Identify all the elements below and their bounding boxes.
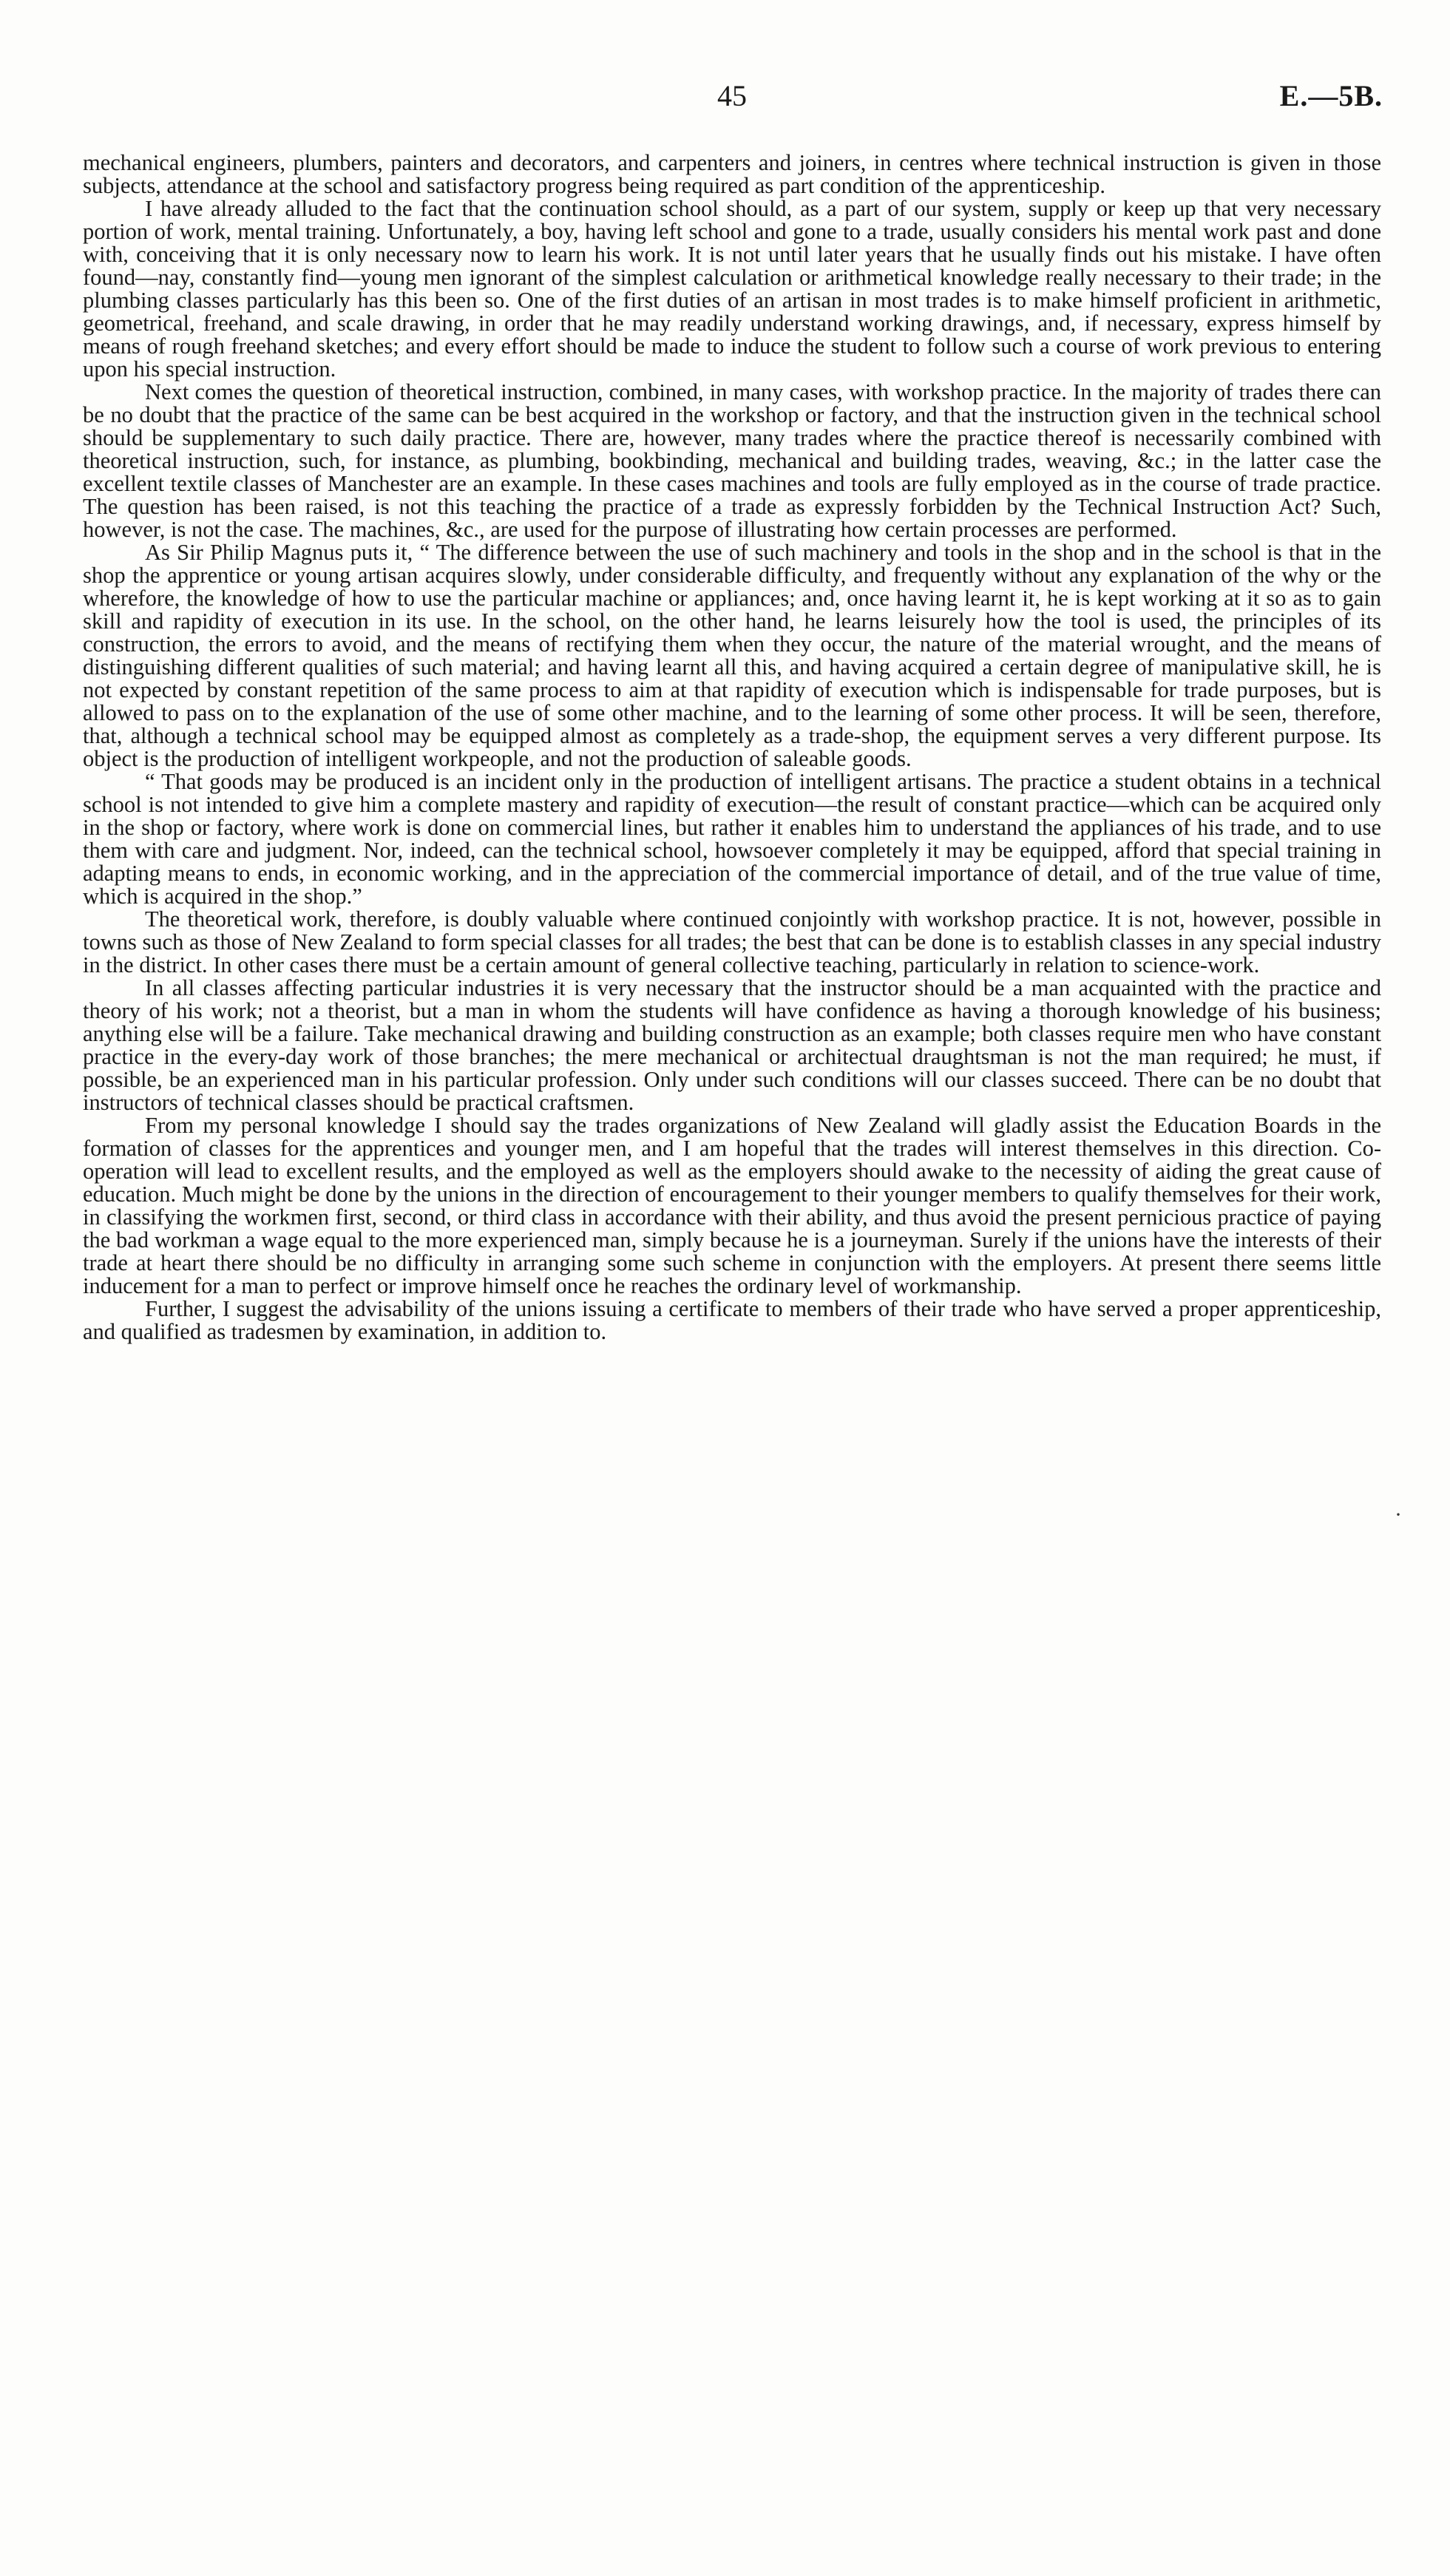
paragraph-mental-training: I have already alluded to the fact that the continuation school should, as a part of our system, supply or keep up that very necessary portion of work, mental training. Unfortunately, a boy, having left school and gone to a trade, usually considers his mental work past and done with, conceiving that it is only necessary now to learn his work. It is not until later years that he usually finds out his mistake. I have often found—nay, constantly find—young men ignorant of the simplest calculation or arithmetical knowledge really necessary to their trade; in the plumbing classes particularly has this been so. One of the first duties of an artisan in most trades is to make himself proficient in arithmetic, geometrical, freehand, and scale drawing, in order that he may readily understand working drawings, and, if necessary, express himself by means of rough freehand sketches; and every effort should be made to induce the student to follow such a course of work previous to entering upon his special instruction. [83, 196, 1381, 382]
paragraph-magnus-quote: As Sir Philip Magnus puts it, “ The difference between the use of such machinery and tools in the shop and in the school is that in the shop the apprentice or young artisan acquires slowly, under considerable difficulty, and frequently without any explanation of the why or the wherefore, the knowledge of how to use the particular machine or appliances; and, once having learnt it, he is kept working at it so as to gain skill and rapidity of execution in its use. In the school, on the other hand, he learns leisurely how the tool is used, the principles of its construction, the errors to avoid, and the means of rectifying them when they occur, the nature of the material wrought, and the means of distinguishing different qualities of such material; and having learnt all this, and having acquired a certain degree of manipulative skill, he is not expected by constant repetition of the same process to aim at that rapidity of execution which is indispensable for trade purposes, but is allowed to pass on to the explanation of the use of some other machine, and to the learning of some other process. It will be seen, therefore, that, although a technical school may be equipped almost as completely as a trade-shop, the equipment serves a very different purpose. Its object is the production of intelligent workpeople, and not the production of saleable goods. [83, 540, 1381, 771]
paragraph-theoretical-work: The theoretical work, therefore, is doubly valuable where continued conjointly with workshop practice. It is not, however, possible in towns such as those of New Zealand to form special classes for all trades; the best that can be done is to establish classes in any special industry in the district. In other cases there must be a certain amount of general collective teaching, particularly in relation to science-work. [83, 906, 1381, 977]
paragraph-certificate: Further, I suggest the advisability of the unions issuing a certificate to members of their trade who have served a proper apprenticeship, and qualified as tradesmen by examination, in addition to. [83, 1296, 1381, 1344]
paragraph-instructors: In all classes affecting particular industries it is very necessary that the instructor should be a man acquainted with the practice and theory of his work; not a theorist, but a man in whom the students will have confidence as having a thorough knowledge of his business; anything else will be a failure. Take mechanical drawing and building construction as an example; both classes require men who have constant practice in the every-day work of those branches; the mere mechanical or architectual draughtsman is not the man required; he must, if possible, be an experienced man in his particular profession. Only under such conditions will our classes succeed. There can be no doubt that instructors of technical classes should be practical craftsmen. [83, 975, 1381, 1115]
document-reference: E.—5B. [1279, 79, 1383, 112]
paragraph-magnus-quote-continued: “ That goods may be produced is an incident only in the production of intelligent artisans. The practice a student obtains in a technical school is not intended to give him a complete mastery and rapidity of execution—the result of constant practice—which can be acquired only in the shop or factory, where work is done on commercial lines, but rather it enables him to understand the appliances of his trade, and to use them with care and judgment. Nor, indeed, can the technical school, howsoever completely it may be equipped, afford that special training in adapting means to ends, in economic working, and in the appreciation of the commercial importance of detail, and of the true value of time, which is acquired in the shop.” [83, 769, 1381, 909]
paragraph-theoretical-instruction: Next comes the question of theoretical instruction, combined, in many cases, with workshop practice. In the majority of trades there can be no doubt that the practice of the same can be best acquired in the workshop or factory, and that the instruction given in the technical school should be supplementary to such daily practice. There are, however, many trades where the practice thereof is necessarily combined with theoretical instruction, such, for instance, as plumbing, bookbinding, mechanical and building trades, weaving, &c.; in the latter case the excellent textile classes of Manchester are an example. In these cases machines and tools are fully employed as in the course of trade practice. The question has been raised, is not this teaching the practice of a trade as expressly forbidden by the Technical Instruction Act? Such, however, is not the case. The machines, &c., are used for the purpose of illustrating how certain processes are performed. [83, 379, 1381, 542]
paragraph-continuation: mechanical engineers, plumbers, painters and decorators, and carpenters and joiners, in centres where technical instruction is given in those subjects, attendance at the school and satisfactory progress being required as part condition of the apprenticeship. [83, 150, 1381, 198]
margin-speck: · [1395, 1502, 1402, 1527]
page-header [81, 74, 1383, 118]
paragraph-trades-organizations: From my personal knowledge I should say the trades organizations of New Zealand will gladly assist the Education Boards in the formation of classes for the apprentices and younger men, and I am hopeful that the trades will interest themselves in this direction. Co-operation will lead to excellent results, and the employed as well as the employers should awake to the necessity of aiding the great cause of education. Much might be done by the unions in the direction of encouragement to their younger members to qualify themselves for their work, in classifying the workmen first, second, or third class in accordance with their ability, and thus avoid the present pernicious practice of paying the bad workman a wage equal to the more experienced man, simply because he is a journeyman. Surely if the unions have the interests of their trade at heart there should be no difficulty in arranging some such scheme in conjunction with the employers. At present there seems little inducement for a man to perfect or improve himself once he reaches the ordinary level of workmanship. [83, 1113, 1381, 1298]
page-number: 45 [717, 79, 747, 112]
body-text [83, 152, 1381, 1343]
